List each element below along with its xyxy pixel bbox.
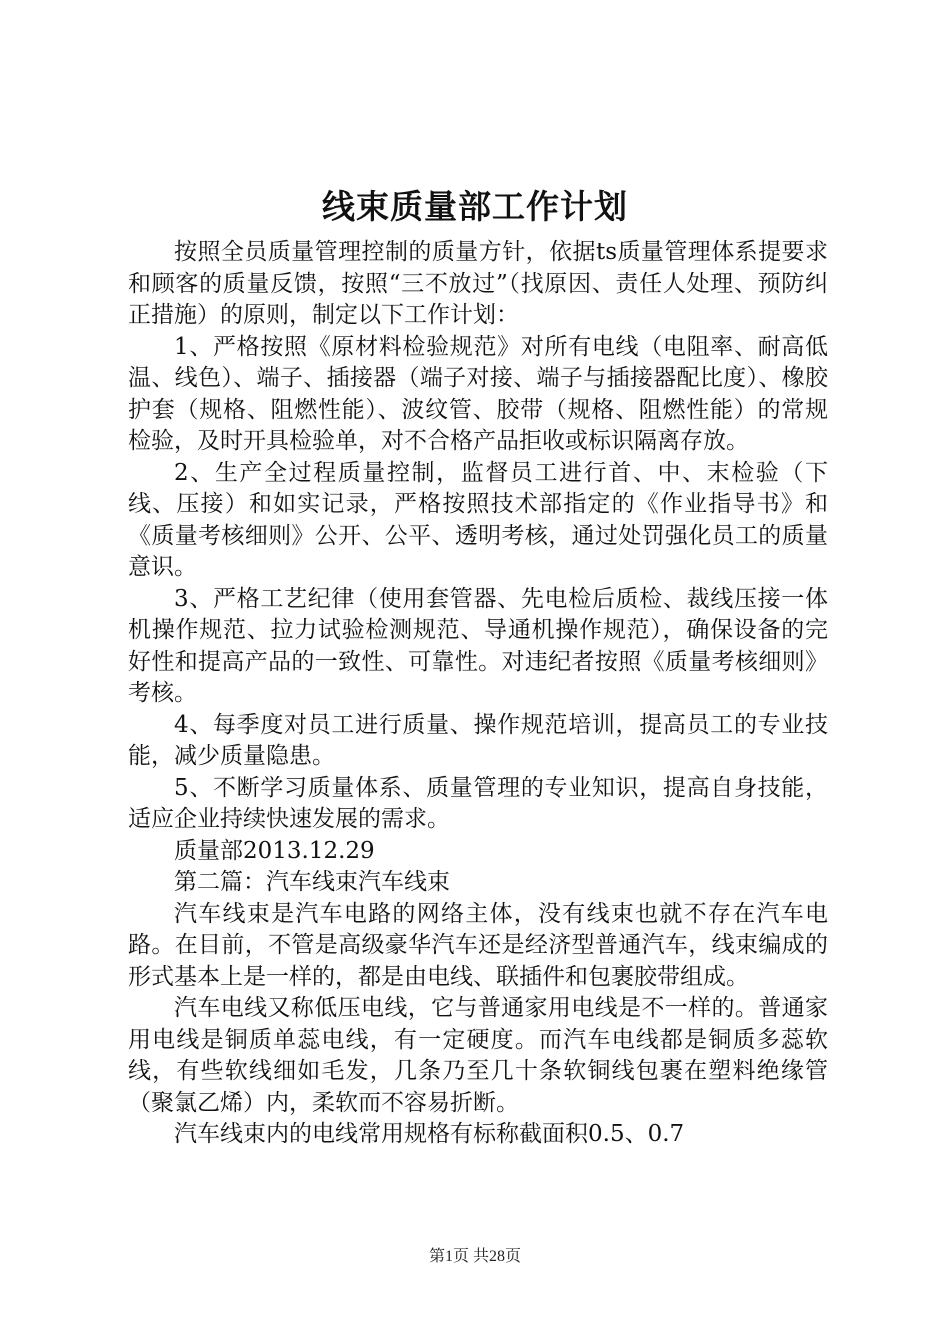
paragraph-item-5: 5、不断学习质量体系、质量管理的专业知识，提高自身技能，适应企业持续快速发展的需求。 bbox=[128, 774, 828, 832]
paragraph-item-3: 3、严格工艺纪律（使用套管器、先电检后质检、裁线压接一体机操作规范、拉力试验检测规范、导通机操作规范），确保设备的完好性和提高产品的一致性、可靠性。对违纪者按照《质量考核细则》考核。 bbox=[128, 585, 828, 706]
paragraph-wire-types: 汽车电线又称低压电线，它与普通家用电线是不一样的。普通家用电线是铜质单蕊电线，有一定硬度。而汽车电线都是铜质多蕊软线，有些软线细如毛发，几条乃至几十条软铜线包裹在塑料绝缘管（聚氯乙烯）内，柔软而不容易折断。 bbox=[128, 995, 828, 1116]
section-heading: 第二篇：汽车线束汽车线束 bbox=[174, 869, 450, 895]
page-number: 第1页 共28页 bbox=[428, 1248, 521, 1265]
paragraph-item-2: 2、生产全过程质量控制，监督员工进行首、中、末检验（下线、压接）和如实记录，严格按照技术部指定的《作业指导书》和《质量考核细则》公开、公平、透明考核，通过处罚强化员工的质量意识。 bbox=[128, 459, 828, 580]
document-title: 线束质量部工作计划 bbox=[322, 187, 628, 226]
document-body bbox=[128, 237, 828, 1151]
signature-date: 质量部2013.12.29 bbox=[174, 837, 375, 864]
paragraph-intro: 按照全员质量管理控制的质量方针，依据ts质量管理体系提要求和顾客的质量反馈，按照“三不放过”（找原因、责任人处理、预防纠正措施）的原则，制定以下工作计划： bbox=[128, 239, 828, 328]
paragraph-wire-specs: 汽车线束内的电线常用规格有标称截面积0.5、0.7 bbox=[174, 1121, 685, 1147]
paragraph-harness-intro: 汽车线束是汽车电路的网络主体，没有线束也就不存在汽车电路。在目前，不管是高级豪华汽车还是经济型普通汽车，线束编成的形式基本上是一样的，都是由电线、联插件和包裹胶带组成。 bbox=[128, 900, 828, 990]
paragraph-item-4: 4、每季度对员工进行质量、操作规范培训，提高员工的专业技能，减少质量隐患。 bbox=[128, 711, 828, 769]
paragraph-item-1: 1、严格按照《原材料检验规范》对所有电线（电阻率、耐高低温、线色）、端子、插接器（端子对接、端子与插接器配比度）、橡胶护套（规格、阻燃性能）、波纹管、胶带（规格、阻燃性能）的常规检验，及时开具检验单，对不合格产品拒收或标识隔离存放。 bbox=[128, 333, 828, 454]
